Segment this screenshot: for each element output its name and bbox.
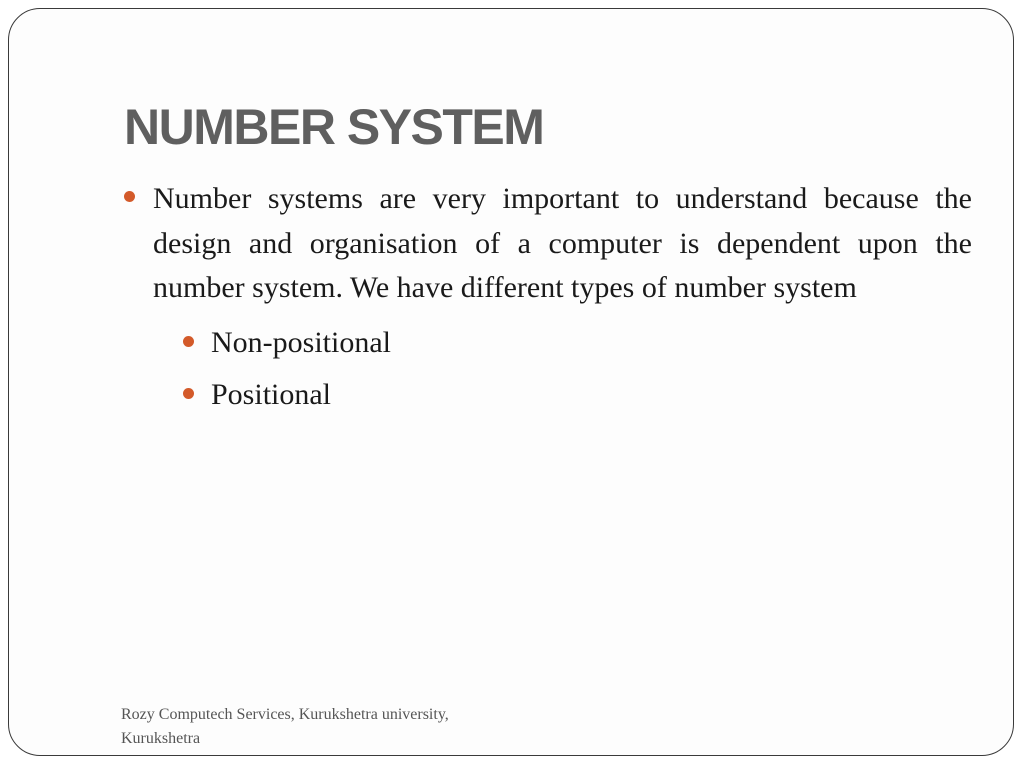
- bullet-dot-icon: [183, 336, 194, 347]
- slide-content: [124, 177, 972, 421]
- slide: [8, 8, 1014, 756]
- sub-bullet-label: Non-positional: [211, 325, 391, 359]
- sub-bullet-positional: [124, 369, 972, 421]
- sub-bullet-label: Positional: [211, 377, 332, 411]
- slide-footer: Rozy Computech Services, Kurukshetra university, Kurukshetra: [121, 706, 449, 747]
- main-bullet: [124, 177, 972, 311]
- bullet-dot-icon: [183, 388, 194, 399]
- sub-bullet-non-positional: [124, 317, 972, 369]
- sub-bullet-list: [124, 317, 972, 421]
- bullet-dot-icon: [124, 191, 135, 202]
- slide-title: NUMBER SYSTEM: [124, 99, 544, 155]
- main-bullet-text: Number systems are very important to understand because the design and organisation of a computer is dependent upon the number system. We have different types of number system: [153, 182, 972, 304]
